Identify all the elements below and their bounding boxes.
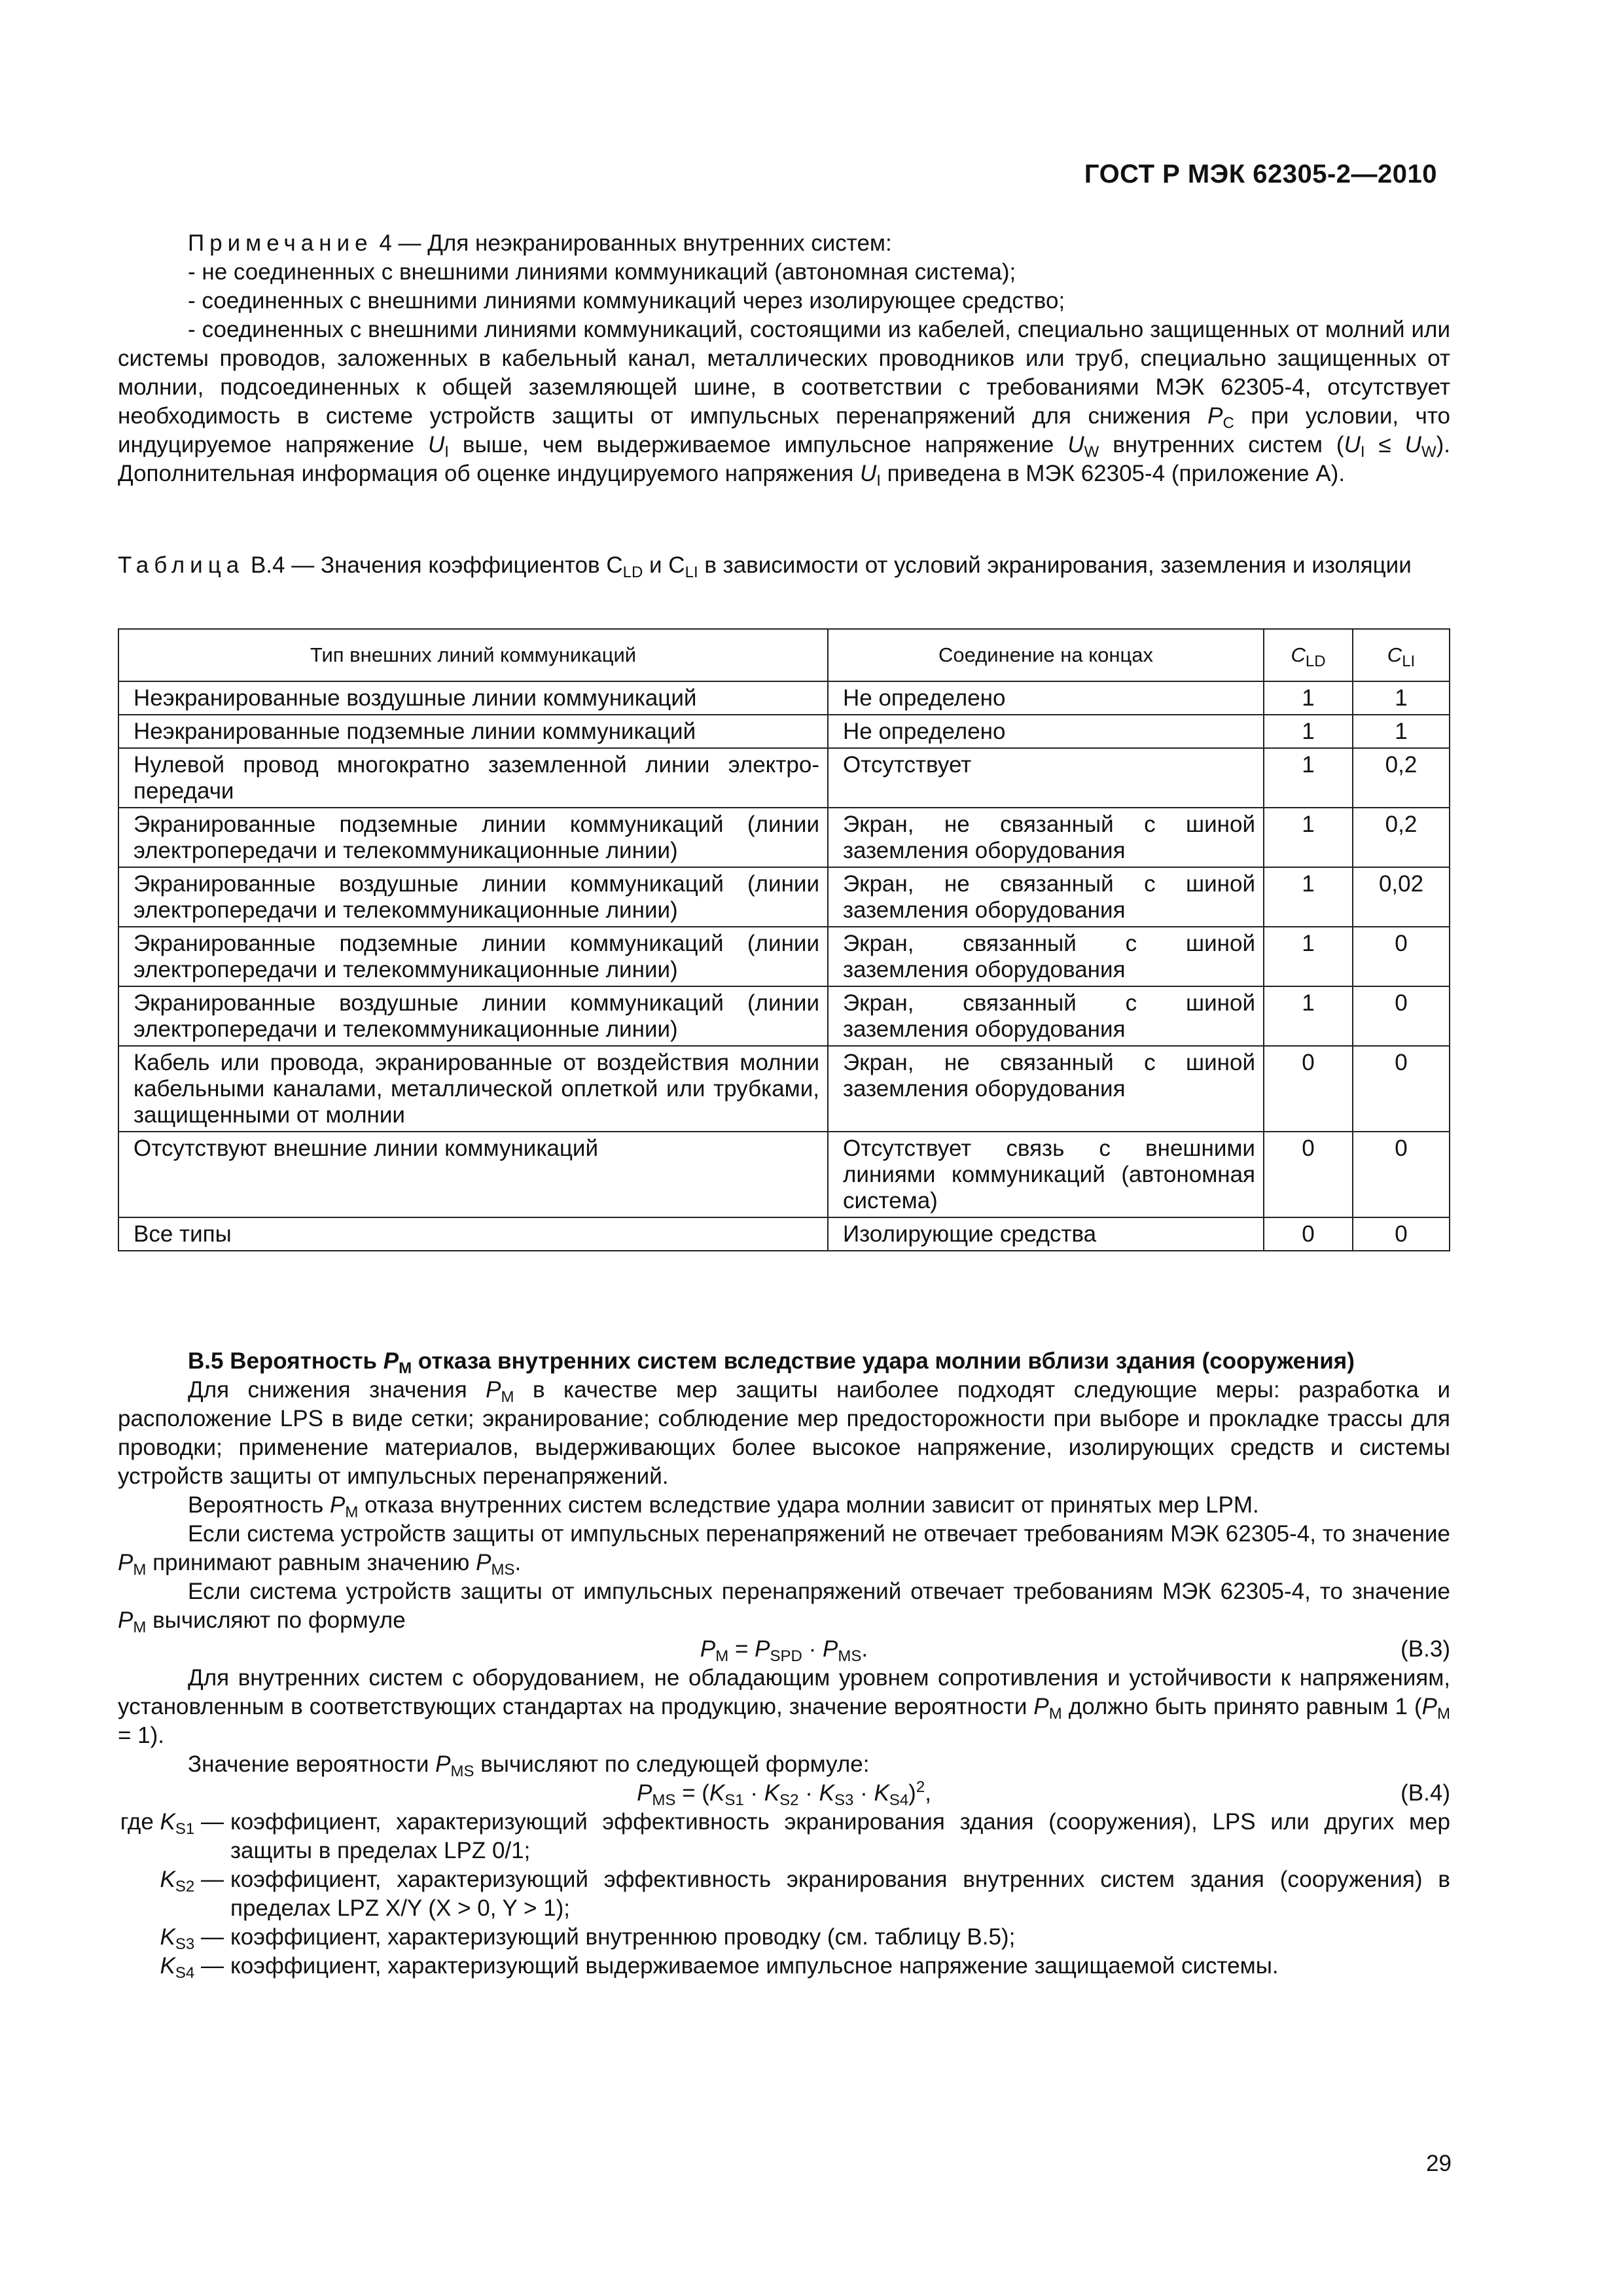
cell-connection: Экран, не связанный с шиной заземления оборудования [828, 867, 1264, 927]
note-item: - не соединенных с внешними линиями коммуникаций (автономная система); [188, 259, 1016, 285]
table-row [118, 867, 1450, 927]
table-row [118, 808, 1450, 867]
cell-cli: 1 [1353, 715, 1450, 748]
table-row [118, 927, 1450, 986]
coefficients-table [118, 628, 1450, 1251]
cell-cli: 0 [1353, 1132, 1450, 1217]
where-symbol: $K_{S3}$ — [160, 1924, 224, 1953]
where-item [93, 1808, 1450, 1865]
cell-cld: 1 [1264, 927, 1353, 986]
table-row [118, 748, 1450, 808]
document-header: ГОСТ Р МЭК 62305-2—2010 [1084, 160, 1437, 188]
cell-type: Все типы [118, 1217, 828, 1251]
note-label: Примечание [188, 230, 373, 256]
cell-connection: Не определено [828, 681, 1264, 715]
cell-type: Экранированные подземные линии коммуникаций (линии электропередачи и телекоммуникационные линии) [118, 927, 828, 986]
where-symbol: $K_{S4}$ — [160, 1953, 224, 1982]
cell-cli: 0 [1353, 986, 1450, 1046]
where-item [93, 1952, 1450, 1981]
cell-cli: 1 [1353, 681, 1450, 715]
cell-cli: 0 [1353, 927, 1450, 986]
where-symbol: $K_{S2}$ — [160, 1867, 224, 1895]
cell-cld: 0 [1264, 1046, 1353, 1132]
cell-cld: 1 [1264, 748, 1353, 808]
cell-connection: Экран, не связанный с шиной заземления оборудования [828, 1046, 1264, 1132]
cell-connection: Экран, связанный с шиной заземления оборудования [828, 927, 1264, 986]
cell-connection: Экран, связанный с шиной заземления оборудования [828, 986, 1264, 1046]
header-cld: $C_{LD}$ [1264, 629, 1353, 681]
section-b5 [118, 1347, 1450, 1981]
cell-cli: 0,2 [1353, 808, 1450, 867]
formula-number: (В.4) [1400, 1780, 1450, 1806]
header-line-type: Тип внешних линий коммуникаций [118, 629, 828, 681]
cell-type: Неэкранированные воздушные линии коммуникаций [118, 681, 828, 715]
cell-cli: 0,02 [1353, 867, 1450, 927]
cell-type: Экранированные подземные линии коммуникаций (линии электропередачи и телекоммуникационные линии) [118, 808, 828, 867]
section-title: В.5 Вероятность $P_M$ отказа внутренних систем вследствие удара молнии вблизи здания (сооружения) [188, 1348, 1355, 1377]
cell-cli: 0 [1353, 1217, 1450, 1251]
cell-type: Нулевой провод многократно заземленной линии электро-передачи [118, 748, 828, 808]
table-row [118, 681, 1450, 715]
where-text: коэффициент, характеризующий внутреннюю проводку (см. таблицу В.5); [230, 1924, 1016, 1950]
table-row [118, 1132, 1450, 1217]
cell-cld: 0 [1264, 1132, 1353, 1217]
paragraph: Для снижения значения $P_M$ в качестве мер защиты наиболее подходят следующие меры: разработка и расположение LPS в виде сетки; экранирование; соблюдение мер предосторожности при выборе и прокладке трассы для проводки; применение материалов, выдерживающих более высокое напряжение, изолирующих средств и системы устройств защиты от импульсных перенапряжений. [118, 1377, 1450, 1489]
cell-connection: Экран, не связанный с шиной заземления оборудования [828, 808, 1264, 867]
where-text: коэффициент, характеризующий эффективность экранирования здания (сооружения), LPS или других мер защиты в пределах LPZ 0/1; [230, 1809, 1450, 1863]
cell-connection: Отсутствует [828, 748, 1264, 808]
cell-cli: 0 [1353, 1046, 1450, 1132]
formula-b4 [118, 1779, 1450, 1808]
paragraph: Для внутренних систем с оборудованием, не обладающим уровнем сопротивления и устойчивости к напряжениям, установленным в соответствующих стандартах на продукцию, значение вероятности $P_M$ должно быть принято равным 1 $(P_M = 1)$. [118, 1665, 1451, 1748]
cell-cli: 0,2 [1353, 748, 1450, 808]
cell-type: Экранированные воздушные линии коммуникаций (линии электропередачи и телекоммуникационные линии) [118, 867, 828, 927]
table-row [118, 1046, 1450, 1132]
cell-cld: 1 [1264, 808, 1353, 867]
header-connection: Соединение на концах [828, 629, 1264, 681]
paragraph: Если система устройств защиты от импульсных перенапряжений отвечает требованиям МЭК 62305-4, то значение $P_M$ вычисляют по формуле [118, 1579, 1450, 1636]
note-intro: Примечание 4 — Для неэкранированных внутренних систем: [188, 230, 892, 256]
cell-cld: 1 [1264, 867, 1353, 927]
cell-type: Неэкранированные подземные линии коммуникаций [118, 715, 828, 748]
table-row [118, 986, 1450, 1046]
formula-expression: $P_M = P_{SPD} \cdot P_{MS}$. [700, 1636, 868, 1665]
cell-type: Кабель или провода, экранированные от воздействия молнии кабельными каналами, металлической оплеткой или трубками, защищенными от молнии [118, 1046, 828, 1132]
note-block [118, 229, 1450, 488]
table-row [118, 1217, 1450, 1251]
where-item [93, 1923, 1450, 1952]
table-caption: Таблица В.4 — Значения коэффициентов $C_{LD}$ и $C_{LI}$ в зависимости от условий экранирования, заземления и изоляции [118, 552, 1412, 581]
where-symbol: где $K_{S1}$ — [120, 1809, 224, 1838]
where-text: коэффициент, характеризующий выдерживаемое импульсное напряжение защищаемой системы. [230, 1953, 1279, 1979]
formula-b3 [118, 1635, 1450, 1664]
cell-cld: 1 [1264, 681, 1353, 715]
paragraph: Если система устройств защиты от импульсных перенапряжений не отвечает требованиям МЭК 62305-4, то значение $P_M$ принимают равным значению $P_{MS}$. [118, 1521, 1450, 1579]
paragraph: Значение вероятности $P_{MS}$ вычисляют по следующей формуле: [188, 1751, 870, 1780]
where-text: коэффициент, характеризующий эффективность экранирования внутренних систем здания (сооружения) в пределах LPZ X/Y (X > 0, Y > 1); [230, 1867, 1450, 1921]
paragraph: Вероятность $P_M$ отказа внутренних систем вследствие удара молнии зависит от принятых мер LPM. [188, 1492, 1259, 1521]
where-list [93, 1808, 1450, 1981]
cell-connection: Не определено [828, 715, 1264, 748]
note-item-3: - соединенных с внешними линиями коммуникаций, состоящими из кабелей, специально защищенных от молний или системы проводов, заложенных в кабельный канал, металлических проводников или труб, специально защищенных от молнии, подсоединенных к общей заземляющей шине, в соответствии с требованиями МЭК 62305-4, отсутствует необходимость в системе устройств защиты от импульсных перенапряжений для снижения $P_C$ при условии, что индуцируемое напряжение $U_I$ выше, чем выдерживаемое импульсное напряжение $U_W$ внутренних систем $(U_I \le U_W)$. Дополнительная информация об оценке индуцируемого напряжения $U_I$ приведена в МЭК 62305-4 (приложение А). [118, 317, 1450, 490]
note-item: - соединенных с внешними линиями коммуникаций через изолирующее средство; [188, 288, 1065, 314]
cell-type: Экранированные воздушные линии коммуникаций (линии электропередачи и телекоммуникационные линии) [118, 986, 828, 1046]
table-row [118, 715, 1450, 748]
cell-connection: Отсутствует связь с внешними линиями коммуникаций (автономная система) [828, 1132, 1264, 1217]
page-number: 29 [1426, 2151, 1452, 2176]
cell-cld: 1 [1264, 715, 1353, 748]
cell-connection: Изолирующие средства [828, 1217, 1264, 1251]
table-header-row [118, 629, 1450, 681]
table-caption-label: Таблица [118, 552, 245, 578]
header-cli: $C_{LI}$ [1353, 629, 1450, 681]
cell-type: Отсутствуют внешние линии коммуникаций [118, 1132, 828, 1217]
cell-cld: 0 [1264, 1217, 1353, 1251]
formula-expression: $P_{MS} = (K_{S1} \cdot K_{S2} \cdot K_{S3} \cdot K_{S4})^2$, [637, 1778, 931, 1809]
formula-number: (В.3) [1400, 1636, 1450, 1662]
cell-cld: 1 [1264, 986, 1353, 1046]
where-item [93, 1865, 1450, 1923]
